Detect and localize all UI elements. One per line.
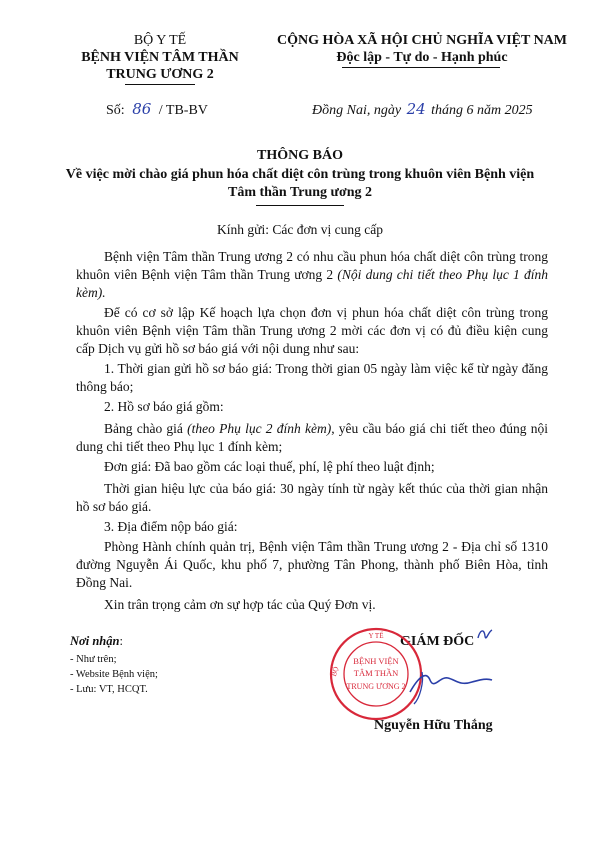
recipient-item: - Như trên; [70, 654, 117, 665]
item-2a-end: , yêu cầu báo giá chi tiết theo đúng nội dung chi tiết theo Phụ lục 1 đính kèm; [76, 421, 548, 454]
item-2: 2. Hồ sơ báo giá gồm: [104, 399, 224, 414]
stamp-left-text: BỘ [329, 665, 341, 678]
item-3-detail: Phòng Hành chính quản trị, Bệnh viện Tâm thần Trung ương 2 - Địa chỉ số 1310 đường Nguyễn Ái Quốc, khu phố 7, phường Tân Phong, thành phố Biên Hòa, tỉnh Đồng Nai. [76, 539, 548, 590]
motto-underline [342, 67, 500, 68]
stamp-line1: BỆNH VIỆN [353, 656, 399, 666]
header-left [60, 32, 260, 83]
stamp-top-text: Y TẾ [368, 632, 384, 640]
subject-line1: Về việc mời chào giá phun hóa chất diệt côn trùng trong khuôn viên Bệnh viện [65, 167, 535, 182]
item-1: 1. Thời gian gửi hồ sơ báo giá: Trong thời gian 05 ngày làm việc kể từ ngày đăng thông báo; [76, 361, 548, 394]
recipients-block [70, 634, 270, 697]
hospital-name-line2: TRUNG ƯƠNG 2 [106, 67, 214, 82]
date-rest: tháng 6 năm 2025 [431, 103, 533, 118]
recipients-label: Nơi nhận [70, 634, 120, 648]
date-line [312, 100, 533, 119]
recipient-item: - Lưu: VT, HCQT. [70, 684, 148, 695]
subject-line2: Tâm thần Trung ương 2 [227, 185, 372, 200]
item-2a-note: (theo Phụ lục 2 đính kèm) [187, 421, 332, 436]
subject-underline [256, 205, 344, 206]
header-right [262, 32, 582, 66]
paragraph-1 [76, 248, 548, 302]
signer-name: Nguyễn Hữu Thắng [374, 718, 493, 733]
paragraph-1-note: (Nội dung chi tiết theo Phụ lục 1 đính kèm). [76, 267, 549, 300]
signature-initial-stroke [478, 630, 492, 638]
header-left-underline [125, 84, 195, 85]
doc-number-prefix: Số: [106, 103, 125, 118]
signature-title: GIÁM ĐỐC [400, 634, 475, 649]
stamp-line3: TRUNG ƯƠNG 2 [346, 682, 406, 691]
doc-number-handwritten: 86 [132, 100, 152, 118]
paragraph-2: Để có cơ sở lập Kế hoạch lựa chọn đơn vị phun hóa chất diệt côn trùng trong khuôn viên Bệnh viện Tâm thần Trung ương 2 mời các đơn vị có đủ điều kiện cung cấp Dịch vụ gửi hồ sơ báo giá với nội dung như sau: [76, 305, 548, 356]
document-title: THÔNG BÁO [257, 148, 343, 163]
doc-number-suffix: / TB-BV [158, 103, 208, 118]
recipients-label-colon: : [119, 634, 123, 648]
country-name: CỘNG HÒA XÃ HỘI CHỦ NGHĨA VIỆT NAM [276, 33, 567, 48]
document-number [106, 100, 208, 119]
item-3: 3. Địa điểm nộp báo giá: [104, 519, 238, 534]
recipient-item: - Website Bệnh viện; [70, 669, 158, 680]
document-subject [40, 166, 560, 202]
salutation: Kính gửi: Các đơn vị cung cấp [217, 222, 383, 237]
stamp-line2: TÂM THẦN [353, 668, 399, 678]
ministry-name: BỘ Y TẾ [133, 33, 187, 48]
item-2c: Thời gian hiệu lực của báo giá: 30 ngày tính từ ngày kết thúc của thời gian nhận hồ sơ báo giá. [76, 481, 548, 514]
date-day-handwritten: 24 [406, 100, 426, 118]
national-motto: Độc lập - Tự do - Hạnh phúc [336, 50, 508, 65]
item-2b: Đơn giá: Đã bao gồm các loại thuế, phí, lệ phí theo luật định; [104, 459, 435, 474]
paragraph-1-text: Bệnh viện Tâm thần Trung ương 2 có nhu cầu phun hóa chất diệt côn trùng trong khuôn viên Bệnh viện Tâm thần Trung ương 2 [76, 249, 548, 282]
item-2a [76, 420, 548, 456]
hospital-name-line1: BỆNH VIỆN TÂM THẦN [81, 50, 239, 65]
item-2a-start: Bảng chào giá [104, 421, 183, 436]
closing-line: Xin trân trọng cảm ơn sự hợp tác của Quý Đơn vị. [104, 597, 376, 612]
handwritten-signature-icon [400, 620, 520, 710]
date-place: Đồng Nai, ngày [312, 103, 402, 118]
